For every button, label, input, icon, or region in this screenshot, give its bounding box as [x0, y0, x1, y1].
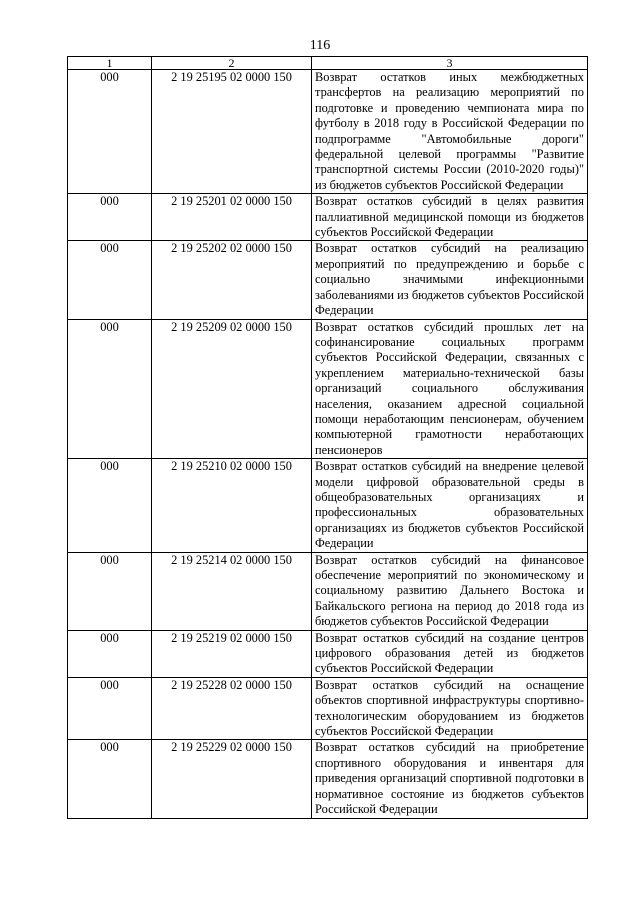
description-cell: Возврат остатков иных межбюджетных трансфертов на реализацию мероприятий по подготовке и проведению чемпионата мира по футболу в 2018 году в Российской Федерации по подпрограмме "Автомобильные дороги" федеральной целевой программы "Развитие транспортной системы России (2010-2020 годы)" из бюджетов субъектов Российской Федерации — [312, 70, 588, 194]
description-cell: Возврат остатков субсидий прошлых лет на софинансирование социальных программ субъектов Российской Федерации, связанных с укреплением материально-технической базы организаций социального обслуживания населения, оказанием адресной социальной помощи неработающим пенсионерам, обучением компьютерной грамотности неработающих пенсионеров — [312, 319, 588, 459]
description-cell: Возврат остатков субсидий на финансовое обеспечение мероприятий по экономическому и социальному развитию Дальнего Востока и Байкальского региона на период до 2018 года из бюджетов субъектов Российской Федерации — [312, 552, 588, 630]
page-number: 116 — [309, 38, 331, 53]
budget-code-cell: 2 19 25214 02 0000 150 — [152, 552, 312, 630]
admin-code-cell: 000 — [68, 677, 152, 740]
table-row — [68, 459, 588, 552]
admin-code-cell: 000 — [68, 194, 152, 241]
budget-code-table — [67, 56, 588, 819]
column-header-2: 2 — [152, 57, 312, 70]
table-row — [68, 740, 588, 818]
admin-code-cell: 000 — [68, 740, 152, 818]
table-header-row — [68, 57, 588, 70]
column-header-1: 1 — [68, 57, 152, 70]
column-header-3: 3 — [312, 57, 588, 70]
table-row — [68, 194, 588, 241]
budget-code-cell: 2 19 25195 02 0000 150 — [152, 70, 312, 194]
budget-code-cell: 2 19 25202 02 0000 150 — [152, 241, 312, 319]
admin-code-cell: 000 — [68, 459, 152, 552]
admin-code-cell: 000 — [68, 319, 152, 459]
description-cell: Возврат остатков субсидий на реализацию мероприятий по предупреждению и борьбе с социально значимыми инфекционными заболеваниями из бюджетов субъектов Российской Федерации — [312, 241, 588, 319]
table-row — [68, 319, 588, 459]
description-cell: Возврат остатков субсидий на приобретение спортивного оборудования и инвентаря для приведения организаций спортивной подготовки в нормативное состояние из бюджетов субъектов Российской Федерации — [312, 740, 588, 818]
budget-code-cell: 2 19 25209 02 0000 150 — [152, 319, 312, 459]
description-cell: Возврат остатков субсидий в целях развития паллиативной медицинской помощи из бюджетов субъектов Российской Федерации — [312, 194, 588, 241]
admin-code-cell: 000 — [68, 630, 152, 677]
table-row — [68, 552, 588, 630]
admin-code-cell: 000 — [68, 552, 152, 630]
table-row — [68, 241, 588, 319]
budget-code-cell: 2 19 25229 02 0000 150 — [152, 740, 312, 818]
description-cell: Возврат остатков субсидий на оснащение объектов спортивной инфраструктуры спортивно-технологическим оборудованием из бюджетов субъектов Российской Федерации — [312, 677, 588, 740]
budget-code-cell: 2 19 25201 02 0000 150 — [152, 194, 312, 241]
budget-code-cell: 2 19 25210 02 0000 150 — [152, 459, 312, 552]
table-row — [68, 677, 588, 740]
description-cell: Возврат остатков субсидий на внедрение целевой модели цифровой образовательной среды в общеобразовательных организациях и профессиональных образовательных организациях из бюджетов субъектов Российской Федерации — [312, 459, 588, 552]
admin-code-cell: 000 — [68, 70, 152, 194]
table-row — [68, 70, 588, 194]
admin-code-cell: 000 — [68, 241, 152, 319]
description-cell: Возврат остатков субсидий на создание центров цифрового образования детей из бюджетов субъектов Российской Федерации — [312, 630, 588, 677]
budget-code-cell: 2 19 25219 02 0000 150 — [152, 630, 312, 677]
table-row — [68, 630, 588, 677]
budget-code-cell: 2 19 25228 02 0000 150 — [152, 677, 312, 740]
